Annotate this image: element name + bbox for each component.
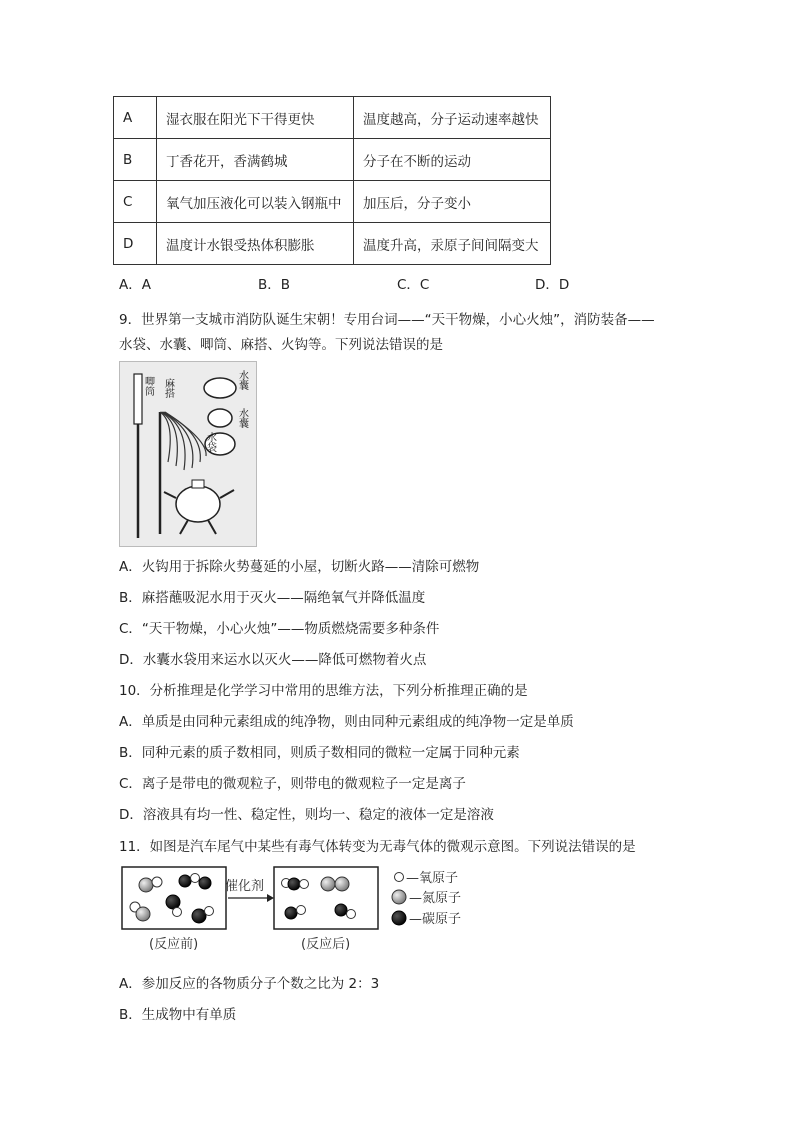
caption-after: (反应后): [301, 937, 351, 952]
q11-option-b: B．生成物中有单质: [119, 1007, 237, 1023]
q8-table-row: [114, 223, 551, 265]
firefighting-equipment-illustration: [119, 361, 257, 547]
legend-nitrogen: —氮原子: [409, 891, 462, 906]
equipment-drawing: [120, 362, 256, 546]
label-bag-2: 水囊: [236, 408, 248, 428]
explanation-cell: 加压后，分子变小: [354, 181, 551, 223]
option-letter: C: [114, 181, 157, 223]
q11-option-a: A．参加反应的各物质分子个数之比为 2：3: [119, 976, 380, 992]
option-letter: D: [114, 223, 157, 265]
q9-stem-line1: 9．世界第一支城市消防队诞生宋朝！专用台词——“天干物燥，小心火烛”，消防装备——: [119, 312, 655, 328]
phenomenon-cell: 丁香花开，香满鹤城: [157, 139, 354, 181]
q8-option-b: B．B: [258, 277, 291, 293]
explanation-cell: 温度升高，汞原子间间隔变大: [354, 223, 551, 265]
q9-option-b: B．麻搭蘸吸泥水用于灭火——隔绝氧气并降低温度: [119, 590, 426, 606]
phenomenon-cell: 湿衣服在阳光下干得更快: [157, 97, 354, 139]
legend-oxygen: —氧原子: [406, 871, 459, 886]
q10-option-d: D．溶液具有均一性、稳定性，则均一、稳定的液体一定是溶液: [119, 807, 494, 823]
phenomenon-cell: 氧气加压液化可以装入钢瓶中: [157, 181, 354, 223]
after-box: [274, 867, 378, 929]
reaction-diagram: [119, 864, 479, 954]
q9-option-c: C．“天干物燥，小心火烛”——物质燃烧需要多种条件: [119, 621, 440, 637]
label-pump: 唧筒: [142, 376, 154, 396]
option-letter: B: [114, 139, 157, 181]
explanation-cell: 分子在不断的运动: [354, 139, 551, 181]
explanation-cell: 温度越高，分子运动速率越快: [354, 97, 551, 139]
q10-option-c: C．离子是带电的微观粒子，则带电的微观粒子一定是离子: [119, 776, 466, 792]
caption-before: (反应前): [149, 937, 199, 952]
q9-stem-line2: 水袋、水囊、唧筒、麻搭、火钩等。下列说法错误的是: [119, 337, 443, 353]
option-letter: A: [114, 97, 157, 139]
q8-table-row: [114, 181, 551, 223]
q8-option-c: C．C: [397, 277, 430, 293]
q10-stem: 10．分析推理是化学学习中常用的思维方法，下列分析推理正确的是: [119, 683, 528, 699]
reaction-svg: [119, 864, 479, 954]
catalyst-label: 催化剂: [225, 879, 265, 894]
q10-option-a: A．单质是由同种元素组成的纯净物，则由同种元素组成的纯净物一定是单质: [119, 714, 574, 730]
label-bag-1: 水囊: [236, 370, 248, 390]
q9-option-d: D．水囊水袋用来运水以灭火——降低可燃物着火点: [119, 652, 427, 668]
q8-option-a: A．A: [119, 277, 151, 293]
phenomenon-cell: 温度计水银受热体积膨胀: [157, 223, 354, 265]
q11-stem: 11．如图是汽车尾气中某些有毒气体转变为无毒气体的微观示意图。下列说法错误的是: [119, 839, 636, 855]
label-sack: 水袋: [204, 432, 216, 452]
q8-table: [113, 96, 551, 265]
q10-option-b: B．同种元素的质子数相同，则质子数相同的微粒一定属于同种元素: [119, 745, 520, 761]
q8-table-row: [114, 139, 551, 181]
legend-carbon: —碳原子: [409, 912, 462, 927]
q8-option-d: D．D: [535, 277, 570, 293]
q9-option-a: A．火钩用于拆除火势蔓延的小屋，切断火路——清除可燃物: [119, 559, 480, 575]
q8-table-row: [114, 97, 551, 139]
label-mop: 麻搭: [162, 378, 174, 398]
